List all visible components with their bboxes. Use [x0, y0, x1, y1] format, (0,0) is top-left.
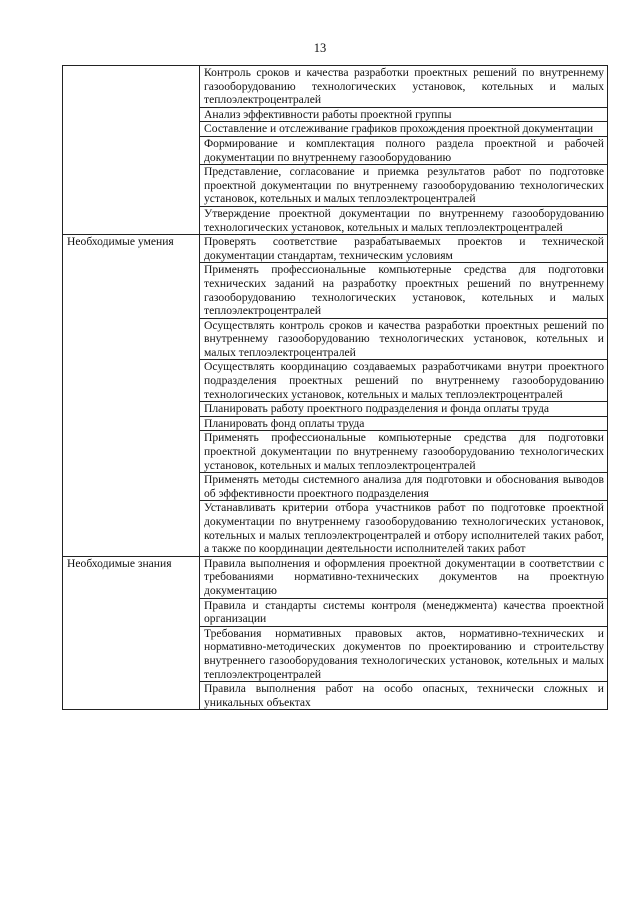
requirement-item: Представление, согласование и приемка результатов работ по подготовке проектной документации по внутреннему газооборудованию технологических установок, котельных и малых теплоэлектроцентралей [200, 165, 608, 207]
requirement-item: Контроль сроков и качества разработки проектных решений по внутреннему газооборудованию технологических установок, котельных и малых теплоэлектроцентралей [200, 66, 608, 108]
requirement-item: Требования нормативных правовых актов, нормативно-технических и нормативно-методических документов по проектированию и строительству внутреннего газооборудования технологических установок, котельных и малых теплоэлектроцентралей [200, 626, 608, 681]
requirement-item: Правила выполнения и оформления проектной документации в соответствии с требованиями нормативно-технических документов на проектную документацию [200, 556, 608, 598]
section-heading: Необходимые умения [63, 235, 200, 557]
requirement-item: Применять профессиональные компьютерные средства для подготовки проектной документации по внутреннему газооборудованию технологических установок, котельных и малых теплоэлектроцентралей [200, 431, 608, 473]
requirement-item: Формирование и комплектация полного раздела проектной и рабочей документации по внутреннему газооборудованию [200, 136, 608, 164]
table-row [63, 235, 608, 263]
requirement-item: Проверять соответствие разрабатываемых проектов и технической документации стандартам, техническим условиям [200, 235, 608, 263]
requirement-item: Анализ эффективности работы проектной группы [200, 107, 608, 122]
requirement-item: Осуществлять контроль сроков и качества разработки проектных решений по внутреннему газооборудованию технологических установок, котельных и малых теплоэлектроцентралей [200, 318, 608, 360]
table-row [63, 66, 608, 108]
competency-table-body [63, 66, 608, 710]
table-row [63, 556, 608, 598]
requirement-item: Правила и стандарты системы контроля (менеджмента) качества проектной организации [200, 598, 608, 626]
page-number: 13 [313, 41, 327, 55]
requirement-item: Составление и отслеживание графиков прохождения проектной документации [200, 122, 608, 137]
section-heading [63, 66, 200, 235]
requirement-item: Устанавливать критерии отбора участников работ по подготовке проектной документации по внутреннему газооборудованию технологических установок, котельных и малых теплоэлектроцентралей и отбору исполнителей таких работ, а также по координации деятельности исполнителей таких работ [200, 501, 608, 556]
requirement-item: Планировать фонд оплаты труда [200, 416, 608, 431]
requirement-item: Правила выполнения работ на особо опасных, технически сложных и уникальных объектах [200, 682, 608, 710]
requirement-item: Утверждение проектной документации по внутреннему газооборудованию технологических установок, котельных и малых теплоэлектроцентралей [200, 206, 608, 234]
section-heading: Необходимые знания [63, 556, 200, 710]
requirement-item: Применять профессиональные компьютерные средства для подготовки технических заданий на разработку проектных решений по внутреннему газооборудованию технологических установок, котельных и малых теплоэлектроцентралей [200, 263, 608, 318]
requirement-item: Осуществлять координацию создаваемых разработчиками внутри проектного подразделения проектных решений по внутреннему газооборудованию технологических установок, котельных и малых теплоэлектроцентралей [200, 360, 608, 402]
requirement-item: Планировать работу проектного подразделения и фонда оплаты труда [200, 402, 608, 417]
competency-table [62, 65, 608, 710]
requirement-item: Применять методы системного анализа для подготовки и обоснования выводов об эффективности проектного подразделения [200, 473, 608, 501]
